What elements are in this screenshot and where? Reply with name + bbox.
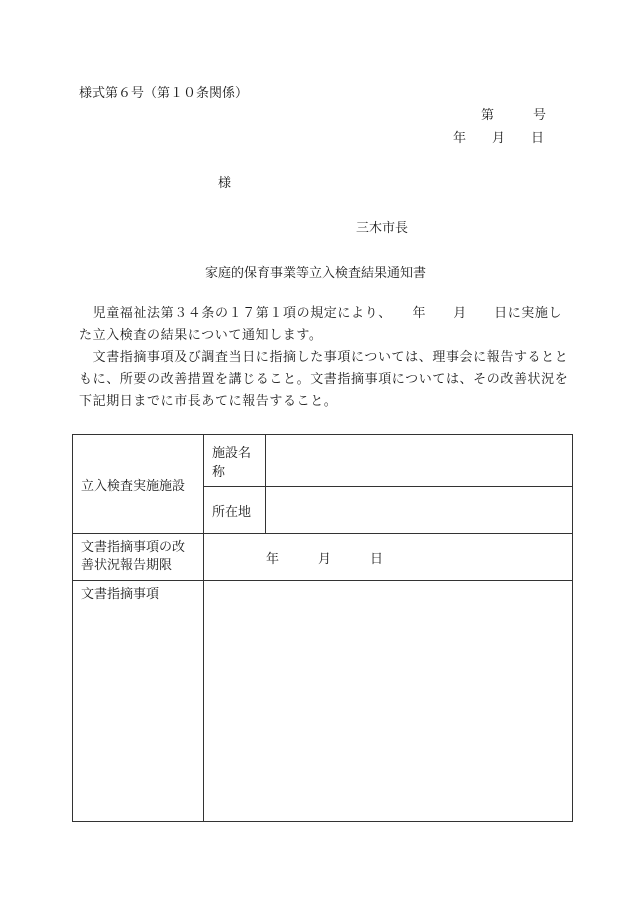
- deadline-label: 文書指摘事項の改善状況報告期限: [73, 534, 204, 581]
- table-row: [73, 581, 573, 822]
- facility-name-label: 施設名称: [204, 435, 266, 487]
- document-title: 家庭的保育事業等立入検査結果通知書: [205, 266, 427, 281]
- address-label: 所在地: [204, 487, 266, 534]
- table-row: [73, 534, 573, 581]
- form-number: 様式第６号（第１０条関係）: [79, 86, 249, 101]
- table-row: [73, 435, 573, 487]
- findings-label: 文書指摘事項: [73, 581, 204, 822]
- sender: 三木市長: [356, 221, 409, 236]
- facility-label: 立入検査実施施設: [73, 435, 204, 534]
- inspection-table: [72, 434, 573, 822]
- document-number: 第 号: [481, 108, 547, 123]
- issue-date: 年 月 日: [453, 131, 545, 146]
- body-paragraph-2: 文書指摘事項及び調査当日に指摘した事項については、理事会に報告するとともに、所要の改善措置を講じること。文書指摘事項については、その改善状況を下記期日までに市長あてに報告すること。: [79, 350, 569, 409]
- address-value: [266, 487, 573, 534]
- findings-value: [204, 581, 573, 822]
- facility-name-value: [266, 435, 573, 487]
- deadline-value: 年 月 日: [204, 534, 573, 581]
- body-paragraph-1: 児童福祉法第３４条の１７第１項の規定により、 年 月 日に実施した立入検査の結果について通知します。: [79, 306, 563, 343]
- addressee: 様: [218, 176, 232, 191]
